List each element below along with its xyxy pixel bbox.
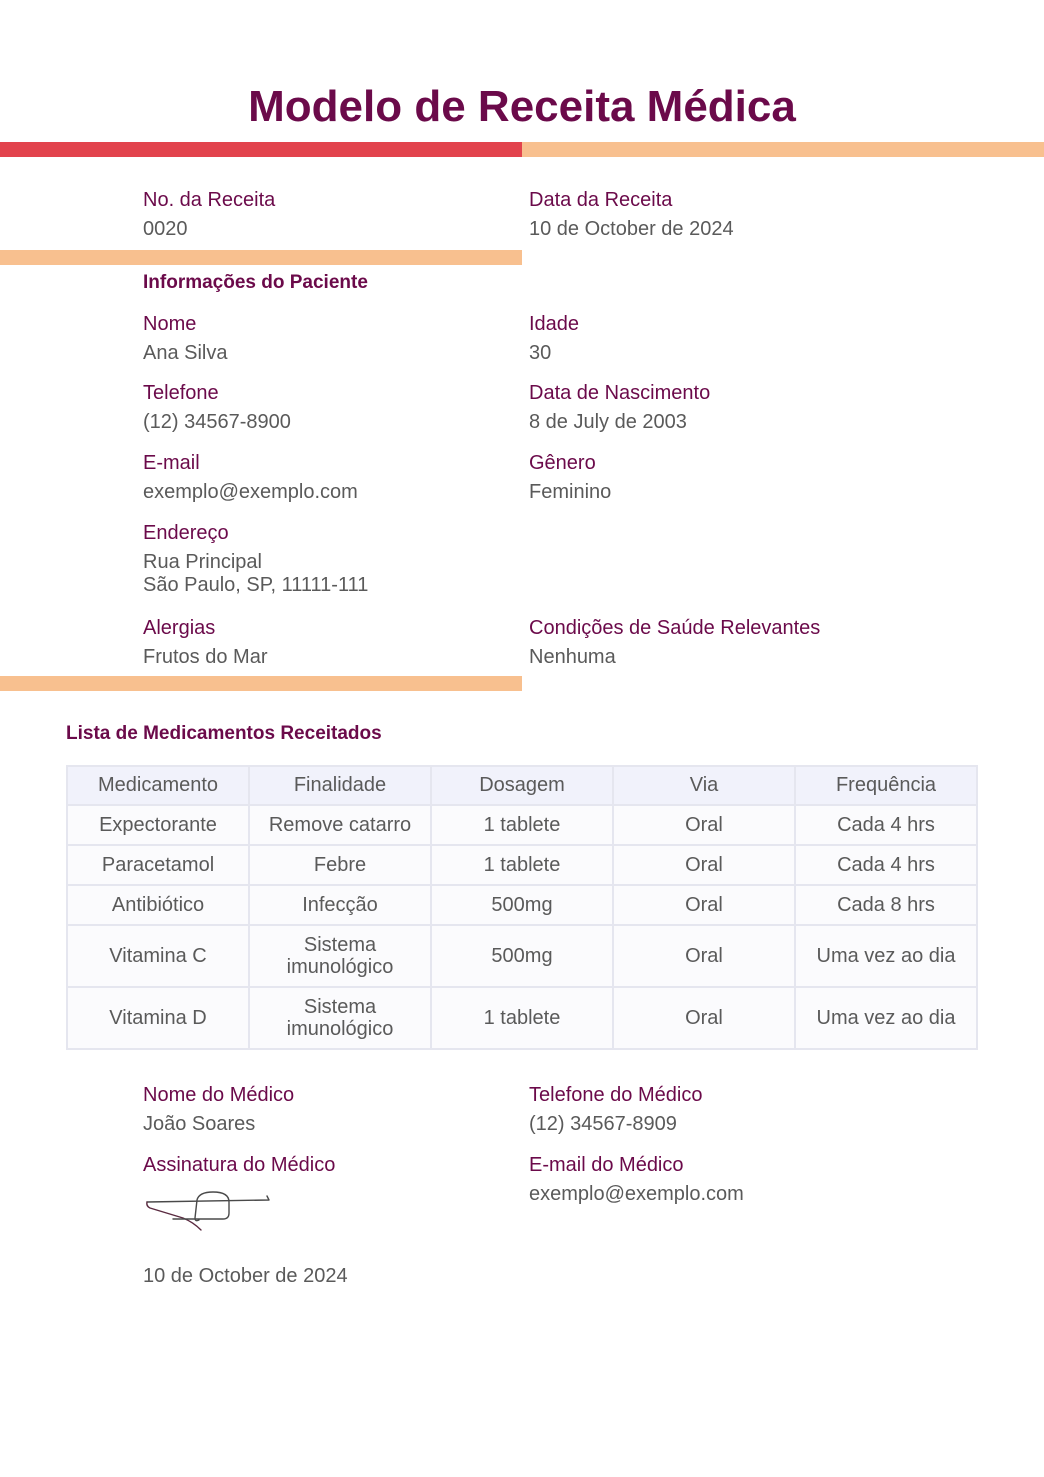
cell-medicamento: Antibiótico [67,885,249,925]
prescription-number-value: 0020 [143,218,188,240]
cell-via: Oral [613,845,795,885]
signature-date-value: 10 de October de 2024 [143,1265,348,1287]
table-row [67,845,977,885]
column-header-via: Via [613,766,795,805]
doctor-signature-label: Assinatura do Médico [143,1154,336,1176]
doctor-name-field [143,1084,294,1136]
cell-finalidade-text: Infecção [302,894,378,916]
patient-allergies-value: Frutos do Mar [143,646,268,668]
patient-conditions-label: Condições de Saúde Relevantes [529,617,821,639]
medications-table [66,765,978,1050]
cell-via: Oral [613,805,795,845]
patient-email-label: E-mail [143,452,200,474]
patient-age-field [529,313,579,365]
prescription-number-field [143,189,275,241]
patient-address-value [143,551,368,597]
cell-dosagem: 1 tablete [431,987,613,1049]
cell-dosagem: 500mg [431,925,613,987]
patient-phone-value: (12) 34567-8900 [143,411,291,433]
patient-dob-label: Data de Nascimento [529,382,711,404]
doctor-email-value: exemplo@exemplo.com [529,1183,744,1205]
patient-address-field [143,522,368,597]
cell-medicamento: Paracetamol [67,845,249,885]
section-divider [0,676,522,691]
patient-allergies-field [143,617,267,669]
cell-via: Oral [613,925,795,987]
signature-date-field [143,1259,348,1288]
cell-finalidade-text: Sistema [303,934,377,956]
cell-dosagem: 500mg [431,885,613,925]
patient-email-field [143,452,358,504]
patient-allergies-label: Alergias [143,617,216,639]
patient-age-label: Idade [529,313,580,335]
medications-section-heading: Lista de Medicamentos Receitados [66,723,382,744]
doctor-phone-field [529,1084,702,1136]
column-header-frequencia: Frequência [795,766,977,805]
column-header-medicamento: Medicamento [67,766,249,805]
prescription-date-field [529,189,734,241]
cell-dosagem: 1 tablete [431,805,613,845]
patient-name-value: Ana Silva [143,342,228,364]
cell-finalidade-text: Sistema [303,996,377,1018]
table-row [67,987,977,1049]
cell-finalidade [249,925,431,987]
patient-phone-field [143,382,291,434]
cell-dosagem: 1 tablete [431,845,613,885]
patient-dob-value: 8 de July de 2003 [529,411,687,433]
cell-finalidade [249,885,431,925]
patient-section-heading: Informações do Paciente [143,272,368,293]
table-row [67,925,977,987]
header-bar-peach [522,142,1044,157]
prescription-date-label: Data da Receita [529,189,673,211]
doctor-email-field [529,1154,744,1206]
patient-gender-field [529,452,611,504]
cell-finalidade-text: imunológico [286,956,394,978]
page-title: Modelo de Receita Médica [248,82,796,131]
cell-frequencia: Cada 4 hrs [795,805,977,845]
doctor-signature-field [143,1154,335,1177]
patient-name-field [143,313,228,365]
prescription-number-label: No. da Receita [143,189,276,211]
doctor-name-label: Nome do Médico [143,1084,295,1106]
cell-frequencia: Uma vez ao dia [795,925,977,987]
cell-via: Oral [613,885,795,925]
cell-finalidade [249,805,431,845]
address-line-2: São Paulo, SP, 11111-111 [143,574,369,596]
address-line-1: Rua Principal [143,551,262,573]
cell-via: Oral [613,987,795,1049]
patient-age-value: 30 [529,342,552,364]
section-divider [0,250,522,265]
prescription-date-value: 10 de October de 2024 [529,218,734,240]
table-row [67,885,977,925]
doctor-name-value: João Soares [143,1113,256,1135]
patient-email-value: exemplo@exemplo.com [143,481,358,503]
table-header-row [67,766,977,805]
cell-finalidade [249,845,431,885]
patient-gender-label: Gênero [529,452,596,474]
patient-phone-label: Telefone [143,382,219,404]
column-header-finalidade: Finalidade [249,766,431,805]
signature-icon [143,1188,273,1232]
cell-finalidade-text: Remove catarro [268,814,412,836]
cell-finalidade-text: Febre [313,854,367,876]
doctor-phone-value: (12) 34567-8909 [529,1113,677,1135]
table-row [67,805,977,845]
patient-dob-field [529,382,710,434]
doctor-phone-label: Telefone do Médico [529,1084,703,1106]
doctor-email-label: E-mail do Médico [529,1154,684,1176]
patient-name-label: Nome [143,313,197,335]
cell-medicamento: Vitamina C [67,925,249,987]
cell-frequencia: Uma vez ao dia [795,987,977,1049]
patient-gender-value: Feminino [529,481,612,503]
column-header-dosagem: Dosagem [431,766,613,805]
cell-medicamento: Expectorante [67,805,249,845]
patient-conditions-value: Nenhuma [529,646,616,668]
cell-finalidade-text: imunológico [286,1018,394,1040]
cell-frequencia: Cada 4 hrs [795,845,977,885]
cell-frequencia: Cada 8 hrs [795,885,977,925]
cell-finalidade [249,987,431,1049]
cell-medicamento: Vitamina D [67,987,249,1049]
patient-address-label: Endereço [143,522,229,544]
header-bar-red [0,142,522,157]
patient-conditions-field [529,617,820,669]
